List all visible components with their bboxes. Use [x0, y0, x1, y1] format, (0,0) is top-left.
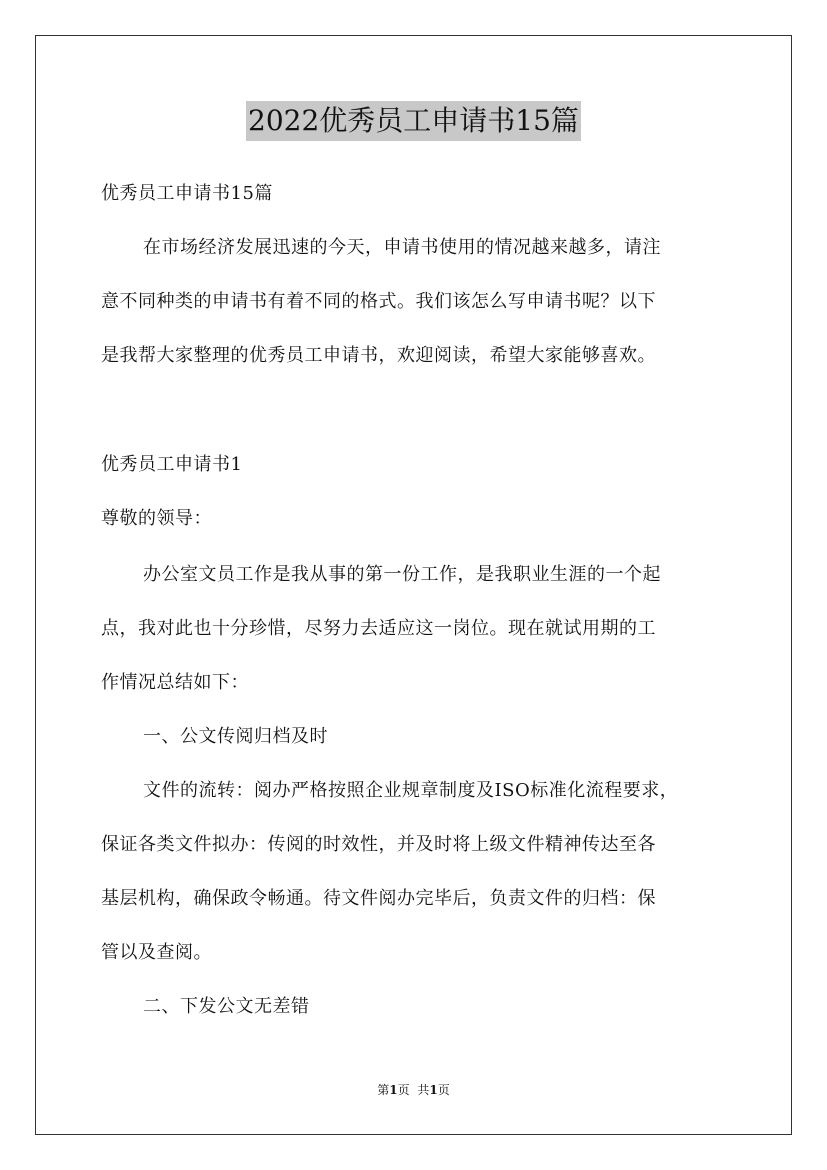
salutation: 尊敬的领导： [101, 508, 212, 529]
footer-page-number: 1 [389, 1083, 398, 1097]
intro-line-2: 意不同种类的申请书有着不同的格式。我们该怎么写申请书呢？以下 [101, 291, 656, 312]
item1-body-line-2: 保证各类文件拟办：传阅的时效性，并及时将上级文件精神传达至各 [101, 834, 656, 855]
body-para1-line-2: 点，我对此也十分珍惜，尽努力去适应这一岗位。现在就试用期的工 [101, 618, 656, 639]
title-container [0, 101, 827, 141]
intro-line-1: 在市场经济发展迅速的今天，申请书使用的情况越来越多，请注 [143, 237, 661, 258]
footer-total-pages: 1 [429, 1083, 438, 1097]
section-heading: 优秀员工申请书1 [101, 454, 243, 475]
item1-body-line-3: 基层机构，确保政令畅通。待文件阅办完毕后，负责文件的归档：保 [101, 888, 656, 909]
footer-total-prefix: 共 [417, 1083, 430, 1097]
footer-page-suffix: 页 [397, 1083, 410, 1097]
document-title: 2022优秀员工申请书15篇 [246, 101, 581, 141]
item1-body-line-1: 文件的流转：阅办严格按照企业规章制度及ISO标准化流程要求， [143, 780, 679, 801]
item1-heading: 一、公文传阅归档及时 [143, 726, 328, 747]
footer-total-suffix: 页 [437, 1083, 450, 1097]
body-para1-line-3: 作情况总结如下： [101, 672, 249, 693]
document-subtitle: 优秀员工申请书15篇 [101, 183, 273, 204]
body-para1-line-1: 办公室文员工作是我从事的第一份工作，是我职业生涯的一个起 [143, 564, 661, 585]
intro-line-3: 是我帮大家整理的优秀员工申请书，欢迎阅读，希望大家能够喜欢。 [101, 345, 656, 366]
page-footer [0, 1082, 827, 1098]
item1-body-line-4: 管以及查阅。 [101, 942, 212, 963]
footer-prefix: 第 [377, 1083, 390, 1097]
item2-heading: 二、下发公文无差错 [143, 996, 310, 1017]
